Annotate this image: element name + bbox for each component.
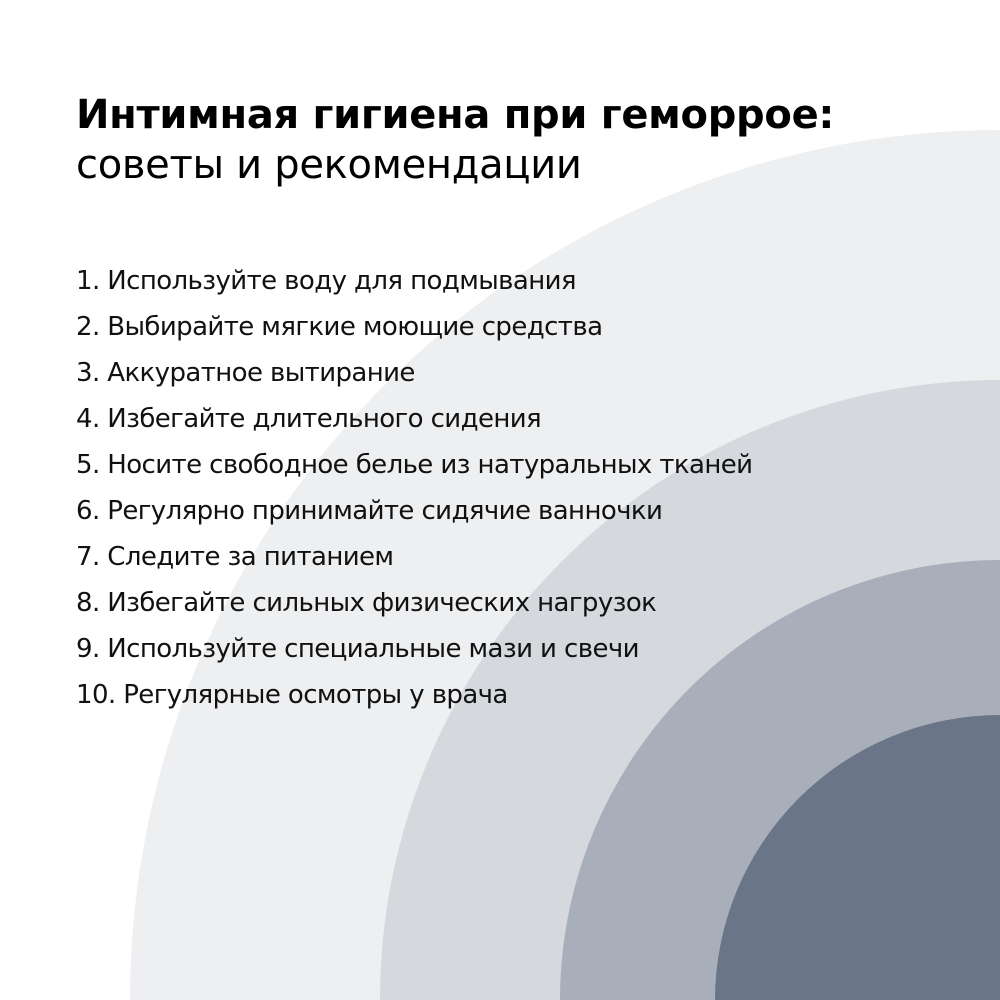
- list-item: 5. Носите свободное белье из натуральных тканей: [76, 450, 753, 480]
- list-item: 6. Регулярно принимайте сидячие ванночки: [76, 496, 663, 526]
- page-subtitle: советы и рекомендации: [76, 142, 582, 188]
- list-item: 7. Следите за питанием: [76, 542, 394, 572]
- list-item: 2. Выбирайте мягкие моющие средства: [76, 312, 603, 342]
- list-item: 1. Используйте воду для подмывания: [76, 266, 576, 296]
- list-item: 9. Используйте специальные мази и свечи: [76, 634, 639, 664]
- list-item: 4. Избегайте длительного сидения: [76, 404, 542, 434]
- tips-list: [76, 258, 752, 718]
- list-item: 8. Избегайте сильных физических нагрузок: [76, 588, 657, 618]
- list-item: 3. Аккуратное вытирание: [76, 358, 415, 388]
- page-title: Интимная гигиена при геморрое:: [76, 92, 835, 138]
- list-item: 10. Регулярные осмотры у врача: [76, 680, 508, 710]
- main-content: [76, 90, 835, 710]
